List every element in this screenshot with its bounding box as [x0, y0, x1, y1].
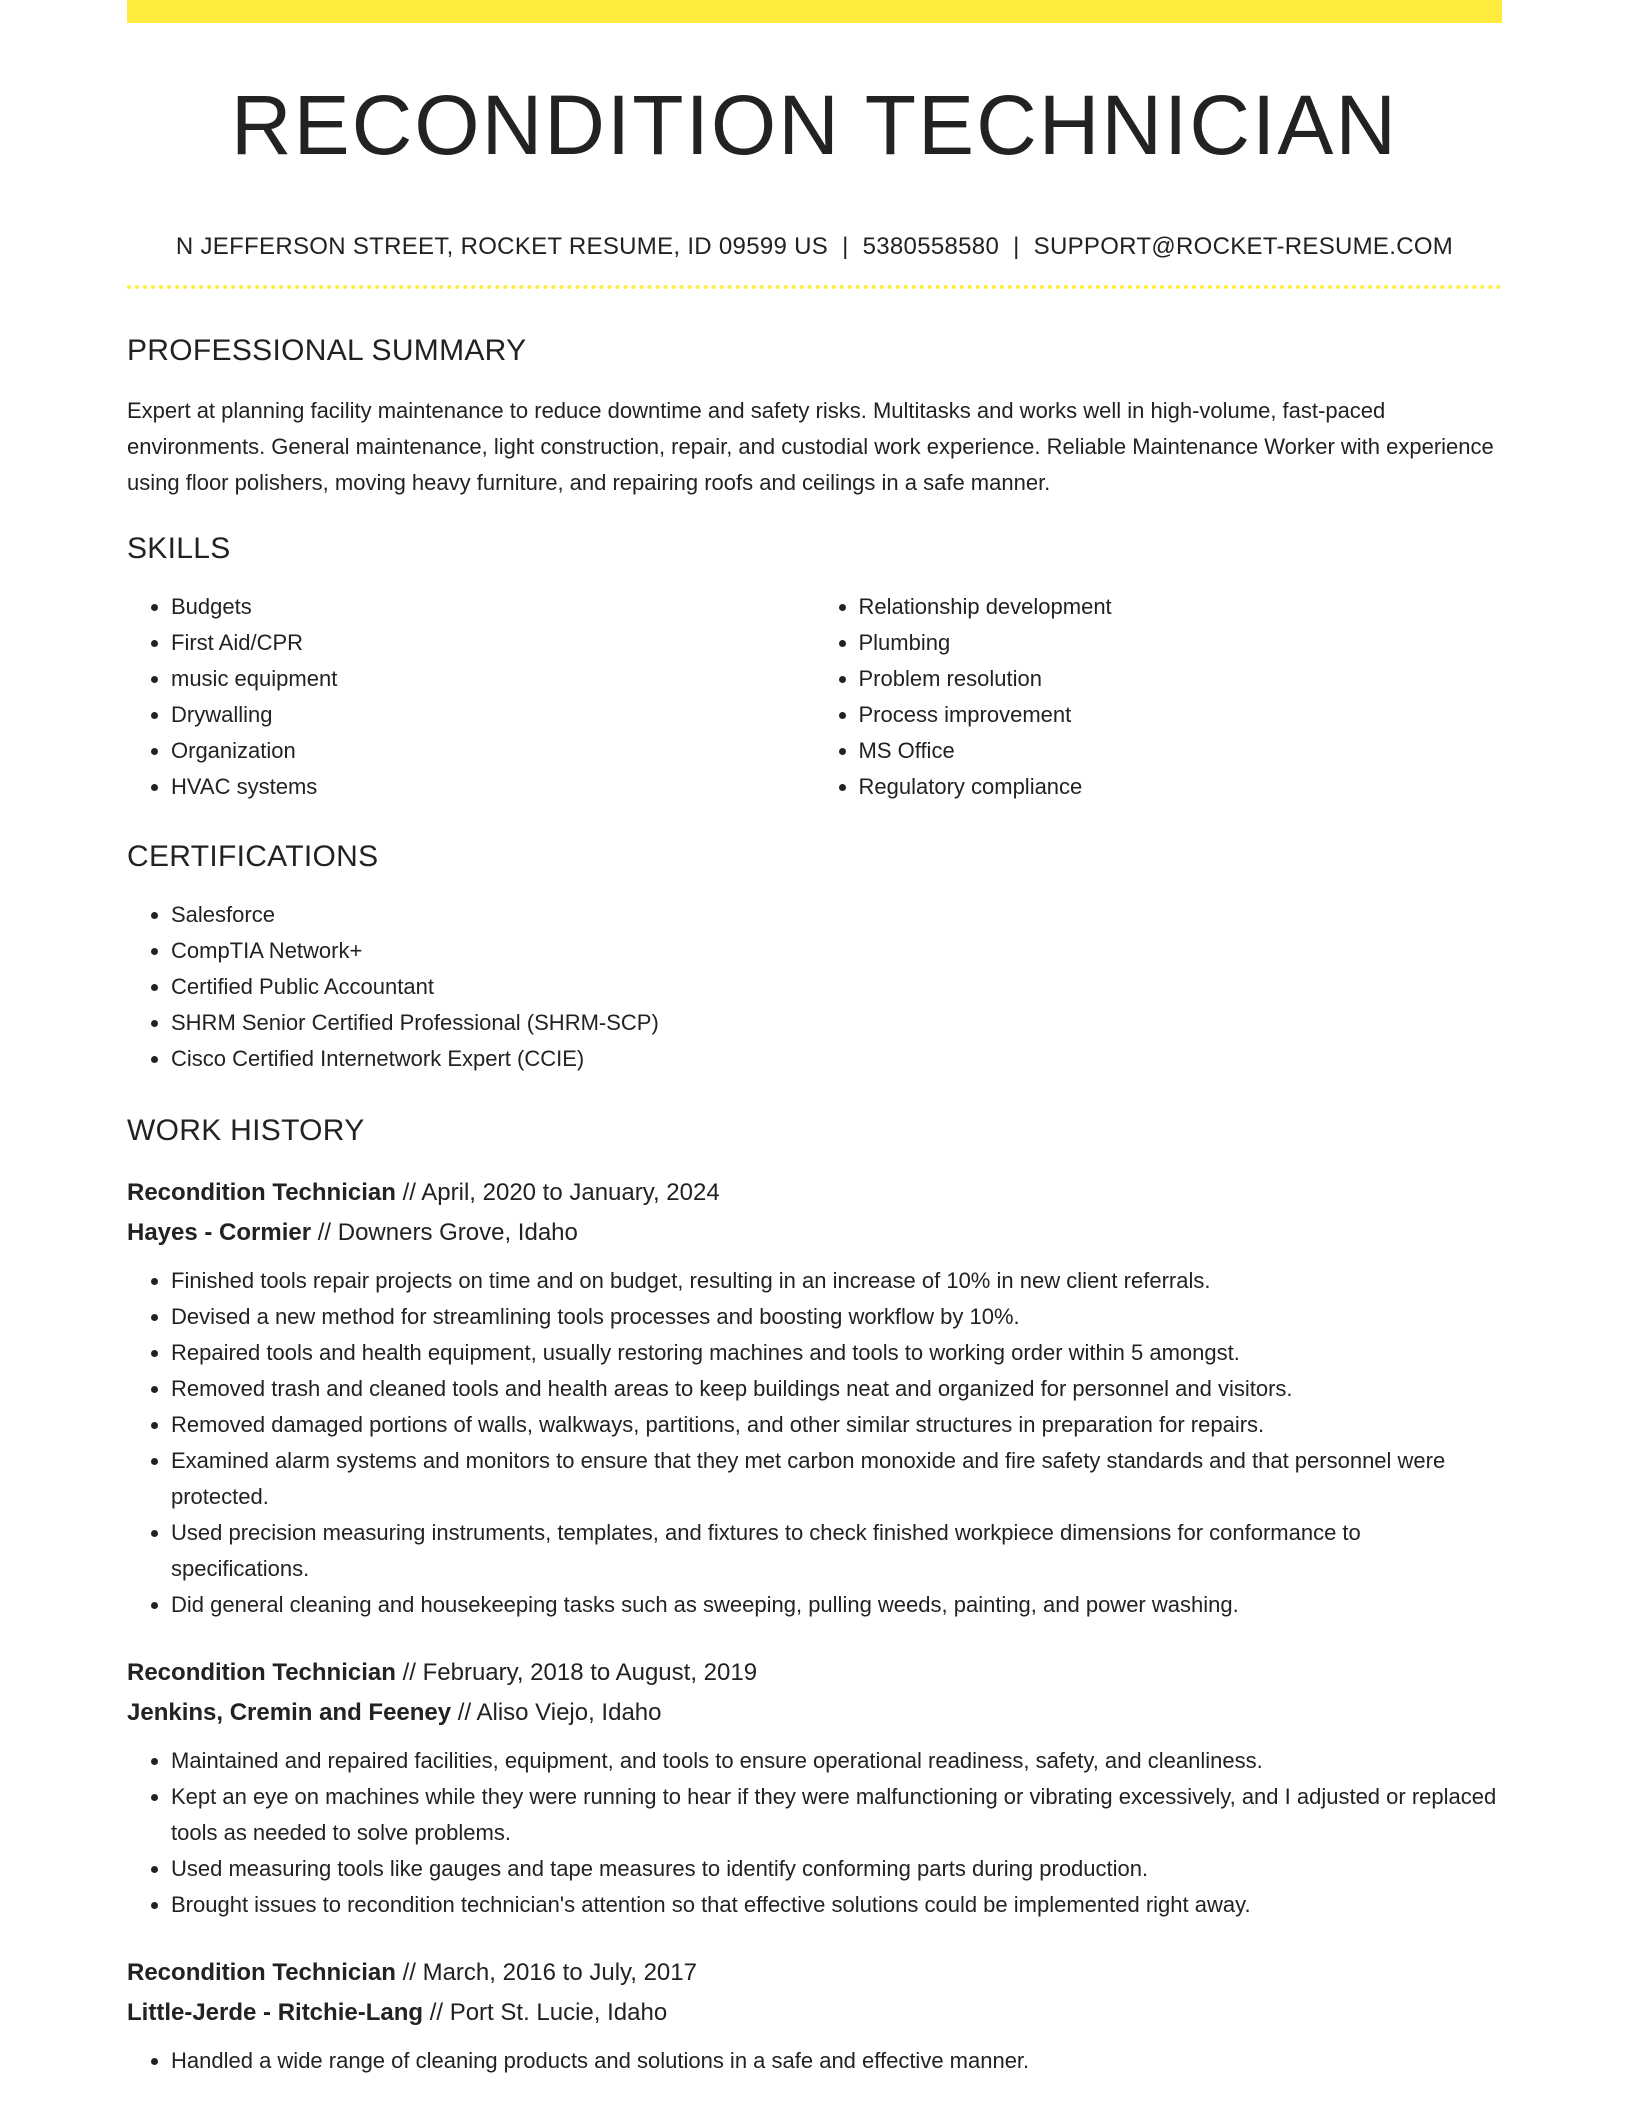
certifications-heading: CERTIFICATIONS [127, 839, 379, 873]
skill-item: • Plumbing [859, 625, 1503, 661]
summary-text: Expert at planning facility maintenance to reduce downtime and safety risks. Multitasks and works well in high-volume, fast-paced environments. General maintenance, light construction, repair, and custodial work experience. Reliable Maintenance Worker with experience using floor polishers, moving heavy furniture, and repairing roofs and ceilings in a safe manner. [127, 397, 1494, 495]
job-bullet: • Maintained and repaired facilities, equipment, and tools to ensure operational readiness, safety, and cleanliness. [171, 1743, 1502, 1779]
job-bullet: • Used precision measuring instruments, templates, and fixtures to check finished workpiece dimensions for conformance to specifications. [171, 1515, 1502, 1587]
certification-item: • SHRM Senior Certified Professional (SHRM-SCP) [171, 1005, 1502, 1041]
skill-item: • Organization [171, 733, 815, 769]
contact-address: N JEFFERSON STREET, ROCKET RESUME, ID 09599 US [175, 233, 829, 260]
job-bullet: • Used measuring tools like gauges and tape measures to identify conforming parts during production. [171, 1851, 1502, 1887]
skills-list-right [815, 589, 1503, 805]
skill-item: • Regulatory compliance [859, 769, 1503, 805]
job-location: // Port St. Lucie, Idaho [423, 1998, 668, 2026]
job-role: Recondition Technician [127, 1958, 396, 1986]
job-dates: // April, 2020 to January, 2024 [395, 1178, 720, 1206]
job-bullet: • Examined alarm systems and monitors to ensure that they met carbon monoxide and fire safety standards and that personnel were protected. [171, 1443, 1502, 1515]
skills-list-left [127, 589, 815, 805]
job-title-line [127, 1173, 1502, 1213]
job-company: Jenkins, Cremin and Feeney [127, 1698, 452, 1726]
job-company-line [127, 1213, 1502, 1253]
job-company-line [127, 1693, 1502, 1733]
job-bullets [127, 2043, 1502, 2079]
contact-phone: 5380558580 [862, 233, 1000, 260]
job-bullet: • Devised a new method for streamlining tools processes and boosting workflow by 10%. [171, 1299, 1502, 1335]
job-bullet: • Did general cleaning and housekeeping tasks such as sweeping, pulling weeds, painting, and power washing. [171, 1587, 1502, 1623]
job-bullet: • Kept an eye on machines while they were running to hear if they were malfunctioning or vibrating excessively, and I adjusted or replaced tools as needed to solve problems. [171, 1779, 1502, 1851]
certification-item: • CompTIA Network+ [171, 933, 1502, 969]
job-entry [127, 1653, 1502, 1923]
skill-item: • MS Office [859, 733, 1503, 769]
job-company: Hayes - Cormier [127, 1218, 312, 1246]
skills-heading: SKILLS [127, 531, 231, 565]
certification-item: • Cisco Certified Internetwork Expert (CCIE) [171, 1041, 1502, 1077]
work-history-heading: WORK HISTORY [127, 1113, 365, 1147]
job-title-line [127, 1653, 1502, 1693]
contact-separator: | [842, 233, 849, 260]
job-bullet: • Removed trash and cleaned tools and health areas to keep buildings neat and organized for personnel and visitors. [171, 1371, 1502, 1407]
job-bullet: • Finished tools repair projects on time and on budget, resulting in an increase of 10% in new client referrals. [171, 1263, 1502, 1299]
job-location: // Downers Grove, Idaho [311, 1218, 578, 1246]
job-bullets [127, 1743, 1502, 1923]
job-entry [127, 1173, 1502, 1623]
job-bullet: • Brought issues to recondition technician's attention so that effective solutions could be implemented right away. [171, 1887, 1502, 1923]
skill-item: • Drywalling [171, 697, 815, 733]
job-role: Recondition Technician [127, 1178, 396, 1206]
skill-item: • Process improvement [859, 697, 1503, 733]
job-bullets [127, 1263, 1502, 1623]
job-location: // Aliso Viejo, Idaho [451, 1698, 662, 1726]
resume-name: RECONDITION TECHNICIAN [230, 78, 1399, 172]
skill-item: • music equipment [171, 661, 815, 697]
certification-item: • Salesforce [171, 897, 1502, 933]
skill-item: • First Aid/CPR [171, 625, 815, 661]
skill-item: • Budgets [171, 589, 815, 625]
skill-item: • HVAC systems [171, 769, 815, 805]
contact-line [127, 233, 1502, 262]
job-bullet: • Repaired tools and health equipment, usually restoring machines and tools to working order within 5 amongst. [171, 1335, 1502, 1371]
summary-heading: PROFESSIONAL SUMMARY [127, 333, 527, 367]
job-title-line [127, 1953, 1502, 1993]
contact-separator: | [1013, 233, 1020, 260]
certifications-list [127, 897, 1502, 1077]
job-role: Recondition Technician [127, 1658, 396, 1686]
skill-item: • Problem resolution [859, 661, 1503, 697]
skill-item: • Relationship development [859, 589, 1503, 625]
resume-page [127, 0, 1502, 2079]
job-dates: // February, 2018 to August, 2019 [395, 1658, 758, 1686]
job-entry [127, 1953, 1502, 2079]
job-dates: // March, 2016 to July, 2017 [395, 1958, 697, 1986]
skills-columns [127, 589, 1502, 805]
accent-top-bar [127, 0, 1502, 23]
dotted-divider [127, 285, 1502, 289]
job-company-line [127, 1993, 1502, 2033]
certification-item: • Certified Public Accountant [171, 969, 1502, 1005]
contact-email: SUPPORT@ROCKET-RESUME.COM [1033, 233, 1454, 260]
job-bullet: • Handled a wide range of cleaning products and solutions in a safe and effective manner. [171, 2043, 1502, 2079]
job-company: Little-Jerde - Ritchie-Lang [127, 1998, 424, 2026]
job-bullet: • Removed damaged portions of walls, walkways, partitions, and other similar structures in preparation for repairs. [171, 1407, 1502, 1443]
